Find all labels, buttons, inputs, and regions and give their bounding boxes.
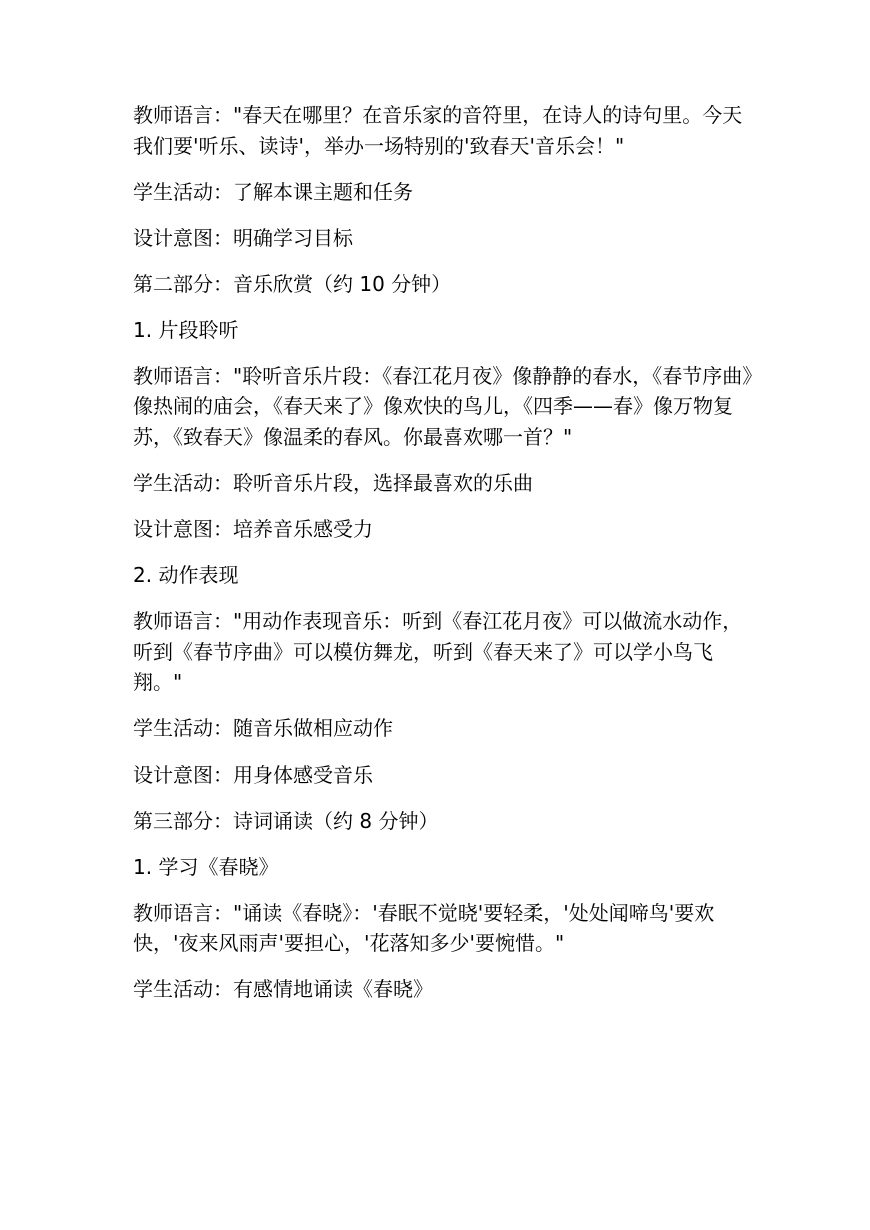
subheading-movement: 2. 动作表现 bbox=[133, 563, 239, 588]
section-heading-part-three: 第三部分：诗词诵读（约 8 分钟） bbox=[133, 808, 439, 833]
student-activity: 学生活动：了解本课主题和任务 bbox=[133, 179, 413, 204]
student-activity: 学生活动：聆听音乐片段，选择最喜欢的乐曲 bbox=[133, 471, 533, 496]
subheading-chunxiao: 1. 学习《春晓》 bbox=[133, 854, 279, 879]
document-body bbox=[133, 100, 753, 1021]
design-intent: 设计意图：明确学习目标 bbox=[133, 225, 353, 250]
section-heading-part-two: 第二部分：音乐欣赏（约 10 分钟） bbox=[133, 271, 452, 296]
teacher-speech-movement: 教师语言："用动作表现音乐：听到《春江花月夜》可以做流水动作，听到《春节序曲》可以模仿舞龙，听到《春天来了》可以学小鸟飞翔。" bbox=[133, 609, 743, 695]
student-activity: 学生活动：随音乐做相应动作 bbox=[133, 716, 393, 741]
teacher-speech-intro: 教师语言："春天在哪里？在音乐家的音符里，在诗人的诗句里。今天我们要'听乐、读诗'，举办一场特别的'致春天'音乐会！" bbox=[133, 103, 743, 158]
design-intent: 设计意图：用身体感受音乐 bbox=[133, 762, 373, 787]
subheading-listening: 1. 片段聆听 bbox=[133, 317, 239, 342]
teacher-speech-chunxiao: 教师语言："诵读《春晓》：'春眠不觉晓'要轻柔，'处处闻啼鸟'要欢快，'夜来风雨声'要担心，'花落知多少'要惋惜。" bbox=[133, 900, 715, 956]
student-activity: 学生活动：有感情地诵读《春晓》 bbox=[133, 977, 433, 1002]
teacher-speech-listening: 教师语言："聆听音乐片段：《春江花月夜》像静静的春水，《春节序曲》像热闹的庙会，《春天来了》像欢快的鸟儿，《四季——春》像万物复苏，《致春天》像温柔的春风。你最喜欢哪一首？" bbox=[133, 363, 753, 449]
design-intent: 设计意图：培养音乐感受力 bbox=[133, 517, 373, 542]
